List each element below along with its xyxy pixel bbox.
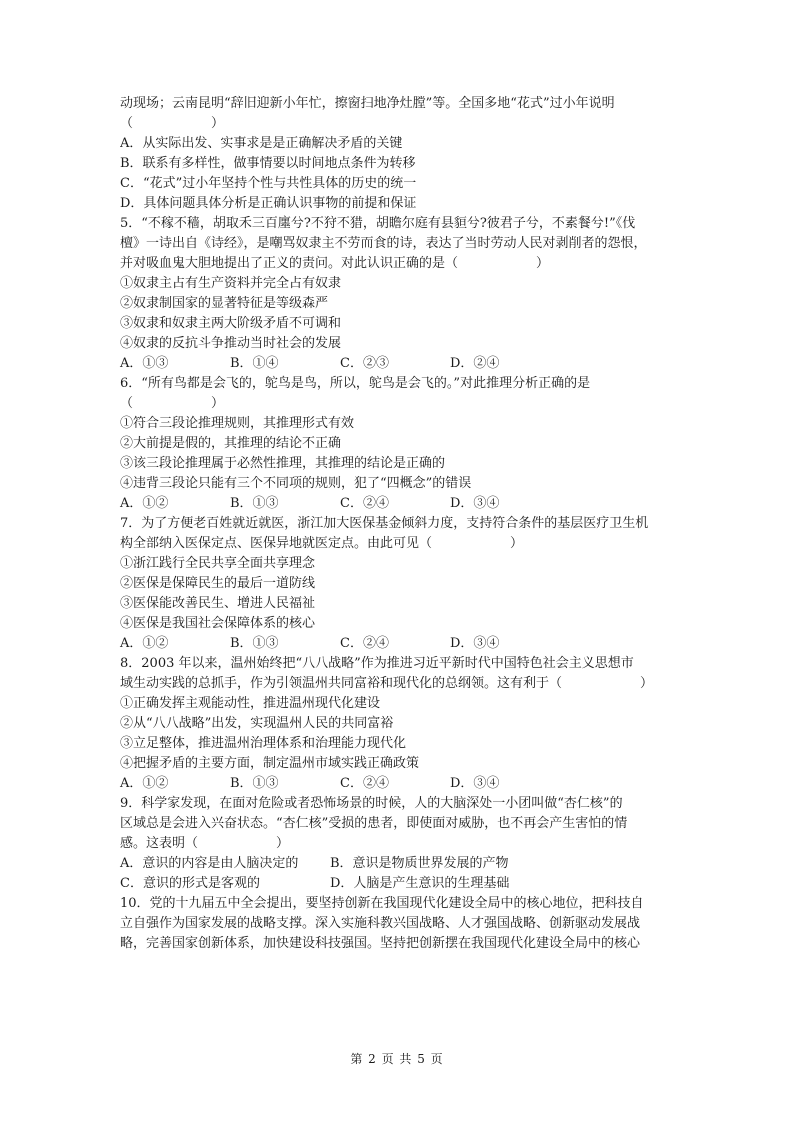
question-9 [120, 794, 676, 894]
option-c: C．意识的形式是客观的 [120, 876, 260, 891]
text-line: 动现场；云南昆明“辞旧迎新小年忙，擦窗扫地净灶膛”等。全国多地“花式”过小年说明 [120, 96, 615, 111]
option-row [120, 854, 676, 874]
option-row [120, 494, 676, 514]
question-stem: 略，完善国家创新体系，加快建设科技强国。坚持把创新摆在我国现代化建设全局中的核心 [120, 936, 641, 951]
option-a: A．①② [120, 496, 169, 511]
question-stem: 10．党的十九届五中全会提出，要坚持创新在我国现代化建设全局中的核心地位，把科技自 [120, 896, 644, 911]
question-stem: 感。这表明（ ） [120, 836, 290, 851]
question-4-tail [120, 94, 676, 214]
option-a: A．从实际出发、实事求是是正确解决矛盾的关键 [120, 136, 403, 151]
question-10 [120, 894, 676, 954]
question-stem: 6．“所有鸟都是会飞的，鸵鸟是鸟，所以，鸵鸟是会飞的。”对此推理分析正确的是 [120, 376, 591, 391]
option-b: B．①④ [230, 356, 279, 371]
option-b: B．联系有多样性，做事情要以时间地点条件为转移 [120, 156, 416, 171]
option-b: B．①③ [230, 776, 279, 791]
question-8 [120, 654, 676, 794]
option-b: B．①③ [230, 636, 279, 651]
question-stem: 立自强作为国家发展的战略支撑。深入实施科教兴国战略、人才强国战略、创新驱动发展战 [120, 916, 641, 931]
option-a: A．①② [120, 636, 169, 651]
answer-blank: （ ） [120, 396, 225, 411]
statement-1: ①符合三段论推理规则，其推理形式有效 [120, 416, 355, 431]
option-c: C．②④ [340, 496, 389, 511]
option-d: D．③④ [450, 776, 500, 791]
statement-4: ④把握矛盾的主要方面，制定温州市域实践正确政策 [120, 756, 420, 771]
statement-2: ②从“八八战略”出发，实现温州人民的共同富裕 [120, 716, 394, 731]
statement-2: ②奴隶制国家的显著特征是等级森严 [120, 296, 329, 311]
option-row [120, 354, 676, 374]
question-stem: 檀》一诗出自《诗经》，是嘲骂奴隶主不劳而食的诗，表达了当时劳动人民对剥削者的怨恨， [120, 236, 647, 251]
statement-1: ①奴隶主占有生产资料并完全占有奴隶 [120, 276, 342, 291]
statement-3: ③该三段论推理属于必然性推理，其推理的结论是正确的 [120, 456, 446, 471]
question-stem: 域生动实践的总抓手，作为引领温州共同富裕和现代化的总纲领。这有利于（ ） [120, 676, 654, 691]
option-c: C．②④ [340, 776, 389, 791]
option-a: A．①② [120, 776, 169, 791]
page-content [120, 94, 676, 954]
page-number: 第 2 页 共 5 页 [350, 1052, 444, 1066]
option-row [120, 874, 676, 894]
option-d: D．③④ [450, 496, 500, 511]
option-a: A．意识的内容是由人脑决定的 [120, 856, 299, 871]
statement-4: ④违背三段论只能有三个不同项的规则，犯了“四概念”的错误 [120, 476, 472, 491]
option-d: D．③④ [450, 636, 500, 651]
option-d: D．②④ [450, 356, 500, 371]
statement-1: ①正确发挥主观能动性，推进温州现代化建设 [120, 696, 381, 711]
statement-3: ③立足整体，推进温州治理体系和治理能力现代化 [120, 736, 407, 751]
question-5 [120, 214, 676, 374]
answer-blank: （ ） [120, 116, 225, 131]
statement-1: ①浙江践行全民共享全面共享理念 [120, 556, 316, 571]
option-b: B．意识是物质世界发展的产物 [330, 856, 509, 871]
question-stem: 9．科学家发现，在面对危险或者恐怖场景的时候，人的大脑深处一小团叫做“杏仁核”的 [120, 796, 623, 811]
question-stem: 7．为了方便老百姓就近就医，浙江加大医保基金倾斜力度，支持符合条件的基层医疗卫生机 [120, 516, 649, 531]
option-c: C．“花式”过小年坚持个性与共性具体的历史的统一 [120, 176, 417, 191]
statement-3: ③医保能改善民生、增进人民福祉 [120, 596, 316, 611]
option-d: D．具体问题具体分析是正确认识事物的前提和保证 [120, 196, 417, 211]
option-row [120, 634, 676, 654]
statement-2: ②医保是保障民生的最后一道防线 [120, 576, 316, 591]
statement-3: ③奴隶和奴隶主两大阶级矛盾不可调和 [120, 316, 342, 331]
question-stem: 5．“不稼不穑，胡取禾三百廛兮?不狩不猎，胡瞻尔庭有县貆兮?彼君子兮，不素餐兮!”《伐 [120, 216, 636, 231]
question-stem: 并对吸血鬼大胆地提出了正义的责问。对此认识正确的是（ ） [120, 256, 550, 271]
option-b: B．①③ [230, 496, 279, 511]
question-6 [120, 374, 676, 514]
question-7 [120, 514, 676, 654]
option-c: C．②④ [340, 636, 389, 651]
option-c: C．②③ [340, 356, 389, 371]
statement-4: ④医保是我国社会保障体系的核心 [120, 616, 316, 631]
option-d: D．人脑是产生意识的生理基础 [330, 876, 510, 891]
question-stem: 构全部纳入医保定点、医保异地就医定点。由此可见（ ） [120, 536, 524, 551]
statement-4: ④奴隶的反抗斗争推动当时社会的发展 [120, 336, 342, 351]
statement-2: ②大前提是假的，其推理的结论不正确 [120, 436, 342, 451]
option-row [120, 774, 676, 794]
question-stem: 8．2003 年以来，温州始终把“八八战略”作为推进习近平新时代中国特色社会主义思想市 [120, 656, 634, 671]
question-stem: 区域总是会进入兴奋状态。“杏仁核”受损的患者，即使面对威胁，也不再会产生害怕的情 [120, 816, 628, 831]
option-a: A．①③ [120, 356, 169, 371]
